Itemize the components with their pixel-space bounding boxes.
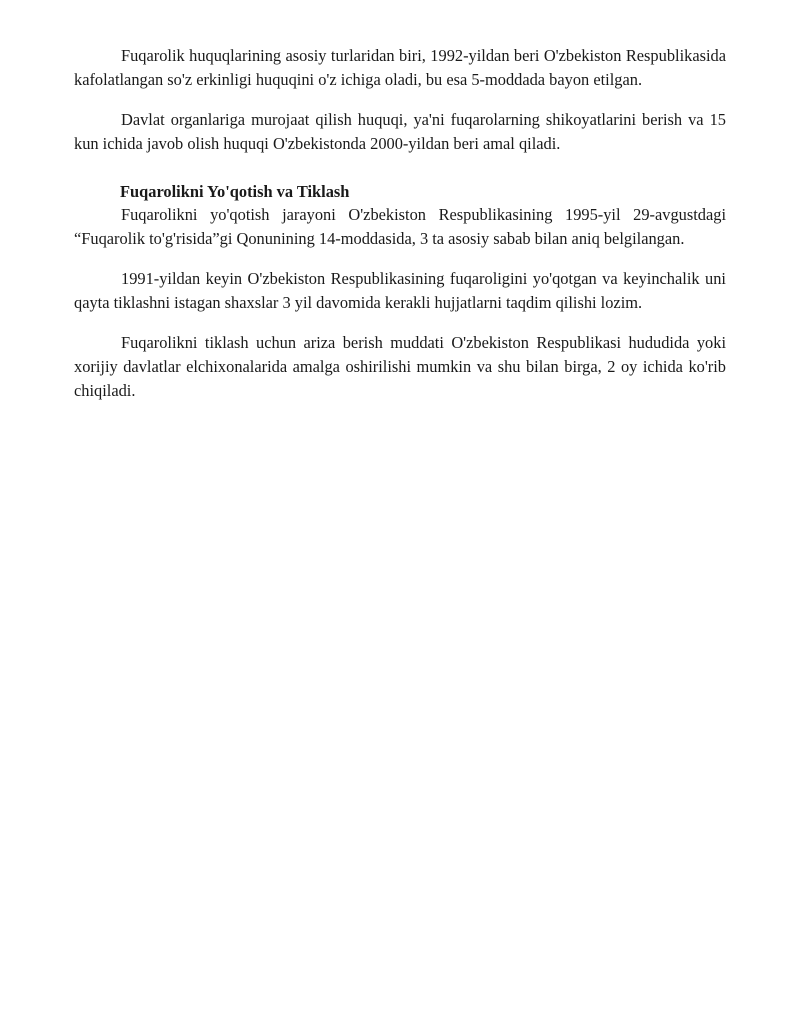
paragraph-petition-right: Davlat organlariga murojaat qilish huquqi, ya'ni fuqarolarning shikoyatlarini berish va 15 kun ichida javob olish huquqi O'zbekistonda 2000-yildan beri amal qiladi. [74,110,726,153]
section-heading: Fuqarolikni Yo'qotish va Tiklash [120,182,350,201]
paragraph-restoration-documents: 1991-yildan keyin O'zbekiston Respublikasining fuqaroligini yo'qotgan va keyinchalik uni qayta tiklashni istagan shaxslar 3 yil davomida kerakli hujjatlarni taqdim qilishi lozim. [74,269,726,312]
document-page [74,44,726,403]
paragraph-loss-process: Fuqarolikni yo'qotish jarayoni O'zbekiston Respublikasining 1995-yil 29-avgustdagi “Fuqarolik to'g'risida”gi Qonunining 14-moddasida, 3 ta asosiy sabab bilan aniq belgilangan. [74,205,726,248]
paragraph-application-term: Fuqarolikni tiklash uchun ariza berish muddati O'zbekiston Respublikasi hududida yoki xorijiy davlatlar elchixonalarida amalga oshirilishi mumkin va shu bilan birga, 2 oy ichida ko'rib chiqiladi. [74,333,726,400]
paragraph-free-speech: Fuqarolik huquqlarining asosiy turlaridan biri, 1992-yildan beri O'zbekiston Respublikasida kafolatlangan so'z erkinligi huquqini o'z ichiga oladi, bu esa 5-moddada bayon etilgan. [74,46,726,89]
